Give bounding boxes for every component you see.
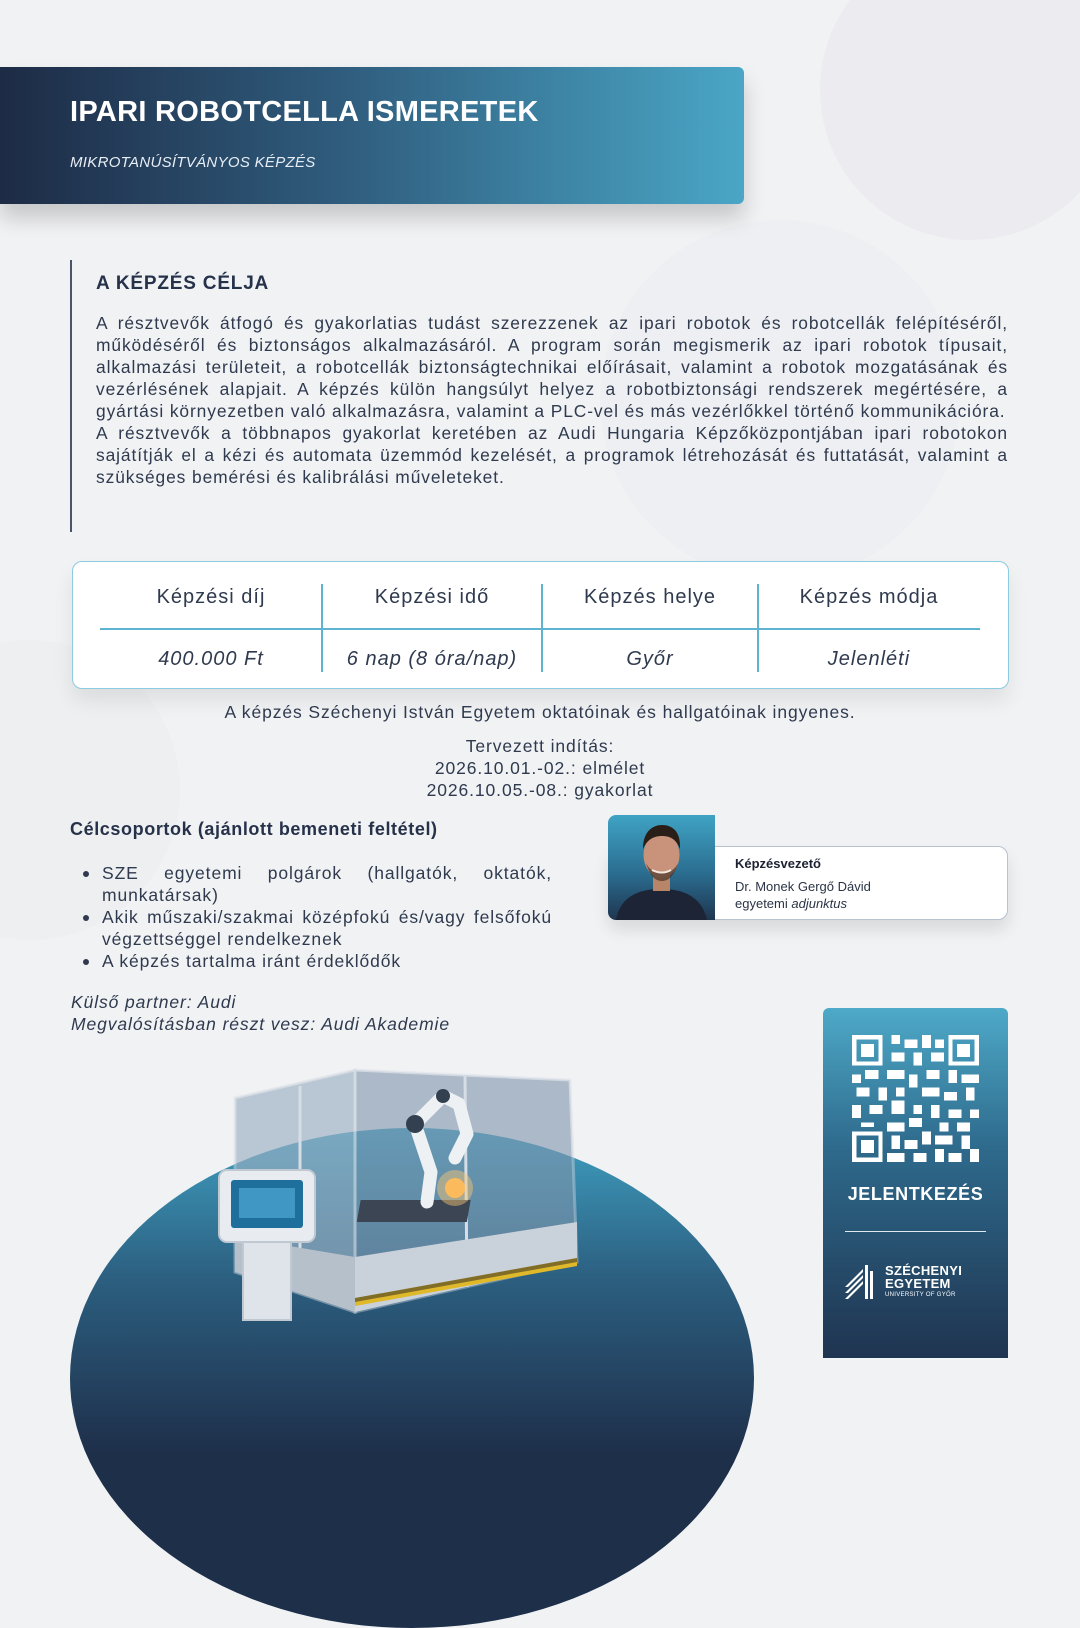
background-decoration xyxy=(820,0,1080,240)
planned-line: 2026.10.05.-08.: gyakorlat xyxy=(426,780,654,800)
university-name-line2: EGYETEM xyxy=(885,1276,951,1291)
page-title: IPARI ROBOTCELLA ISMERETEK xyxy=(70,96,539,128)
page-subtitle: MIKROTANÚSÍTVÁNYOS KÉPZÉS xyxy=(70,154,316,171)
planned-label: Tervezett indítás: xyxy=(465,736,615,756)
robot-cell-illustration xyxy=(205,1062,605,1322)
free-note: A képzés Széchenyi István Egyetem oktatóinak és hallgatóinak ingyenes. xyxy=(224,702,856,722)
leader-position xyxy=(735,896,847,911)
university-logo-icon xyxy=(845,1263,875,1301)
header-banner xyxy=(0,67,744,204)
goal-paragraph-1: A résztvevők átfogó és gyakorlatias tudást szerezzenek az ipari robotok és robotcellák felépítéséről, működéséről és biztonságos alkalmazásáról. A program során megismerik az ipari robotok típusait, alkalmazási területeit, a robotcellák biztonságtechnikai előírásait, valamint a robotok mozgatásának és vezérlésének alapjait. A képzés külön hangsúlyt helyez a robotbiztonsági rendszerek megértésére, a gyártási környezetben való alkalmazásra, valamint a PLC-vel és más vezérlőkkel történő kommunikációra. xyxy=(96,313,1008,421)
university-name-line1: SZÉCHENYI xyxy=(885,1263,963,1278)
goal-paragraph-2: A résztvevők a többnapos gyakorlat keretében az Audi Hungaria Képzőközpontjában ipari robotokon sajátítják el a kézi és automata üzemmód kezelését, a programok létrehozását és futtatását, valamint a szükséges bemérési és kalibrálási műveleteket. xyxy=(96,423,1008,487)
leader-name: Dr. Monek Gergő Dávid xyxy=(735,879,871,894)
table-divider xyxy=(321,584,323,672)
leader-position-title: adjunktus xyxy=(791,896,848,911)
goal-title: A KÉPZÉS CÉLJA xyxy=(96,273,270,294)
table-divider xyxy=(100,628,980,630)
leader-photo xyxy=(608,815,715,920)
place-label: Képzés helye xyxy=(583,586,717,608)
info-table xyxy=(72,561,1009,689)
partner-info xyxy=(71,991,450,1035)
list-item: A képzés tartalma iránt érdeklődők xyxy=(80,950,552,972)
info-col-time xyxy=(322,562,542,690)
mode-label: Képzés módja xyxy=(799,586,939,608)
list-item: Akik műszaki/szakmai középfokú és/vagy felsőfokú végzettséggel rendelkeznek xyxy=(80,906,552,950)
person-icon xyxy=(608,815,715,920)
goal-text xyxy=(96,312,1008,488)
info-col-mode xyxy=(758,562,980,690)
goal-accent-bar xyxy=(70,260,72,532)
planned-start xyxy=(0,735,1080,801)
info-col-fee xyxy=(100,562,322,690)
external-partner: Külső partner: Audi xyxy=(71,992,237,1012)
signup-label[interactable]: JELENTKEZÉS xyxy=(847,1184,984,1204)
mode-value: Jelenléti xyxy=(827,648,911,670)
divider xyxy=(845,1231,986,1232)
implementation-partner: Megvalósításban részt vesz: Audi Akademie xyxy=(71,1014,450,1034)
table-divider xyxy=(757,584,759,672)
target-groups-list xyxy=(80,862,552,972)
qr-code-icon[interactable] xyxy=(852,1035,979,1162)
fee-value: 400.000 Ft xyxy=(158,648,264,670)
info-col-place xyxy=(542,562,758,690)
university-name xyxy=(885,1264,962,1290)
time-value: 6 nap (8 óra/nap) xyxy=(346,648,518,670)
time-label: Képzési idő xyxy=(374,586,490,608)
list-item: SZE egyetemi polgárok (hallgatók, oktatók, munkatársak) xyxy=(80,862,552,906)
target-groups-title: Célcsoportok (ajánlott bemeneti feltétel) xyxy=(70,819,438,839)
planned-line: 2026.10.01.-02.: elmélet xyxy=(434,758,646,778)
leader-position-prefix: egyetemi xyxy=(735,896,792,911)
leader-role: Képzésvezető xyxy=(735,856,821,871)
table-divider xyxy=(541,584,543,672)
fee-label: Képzési díj xyxy=(156,586,266,608)
place-value: Győr xyxy=(626,648,674,670)
university-subtitle: UNIVERSITY OF GYŐR xyxy=(885,1292,956,1298)
